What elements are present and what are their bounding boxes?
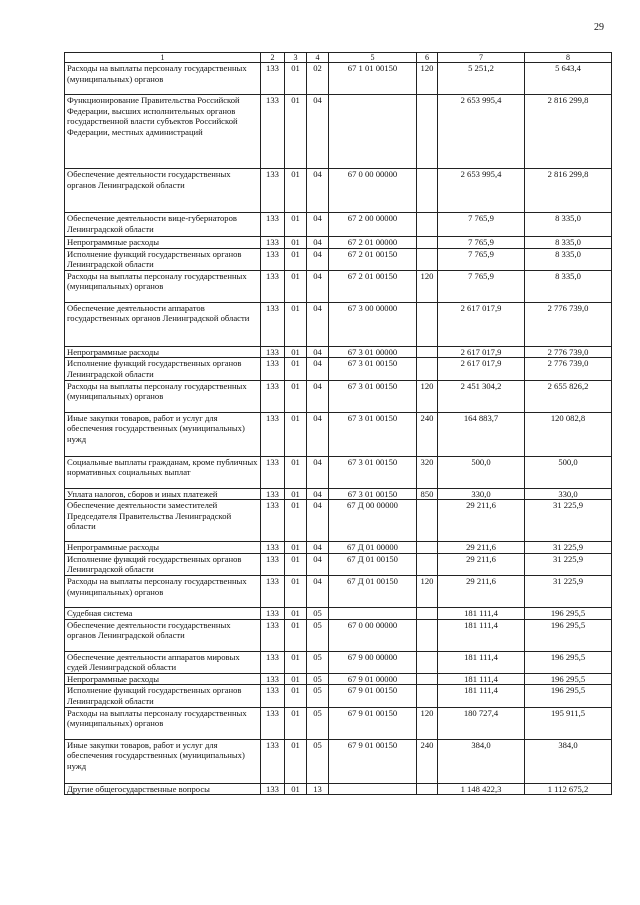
- cell-c2: 133: [261, 707, 285, 739]
- cell-c7: 5 251,2: [438, 63, 525, 95]
- cell-c6: [417, 542, 438, 554]
- cell-c4: 04: [307, 358, 329, 380]
- cell-c8: 31 225,9: [525, 553, 612, 575]
- cell-c6: 120: [417, 707, 438, 739]
- cell-c4: 04: [307, 237, 329, 249]
- cell-c4: 04: [307, 553, 329, 575]
- row-name-cell: Другие общегосударственные вопросы: [65, 783, 261, 795]
- table-row: [65, 456, 612, 488]
- cell-c6: [417, 169, 438, 213]
- table-row: [65, 575, 612, 607]
- cell-c8: 1 112 675,2: [525, 783, 612, 795]
- cell-c8: 196 295,5: [525, 619, 612, 651]
- cell-c8: 31 225,9: [525, 542, 612, 554]
- cell-c4: 04: [307, 95, 329, 169]
- cell-c6: 120: [417, 575, 438, 607]
- cell-c6: [417, 673, 438, 685]
- cell-c8: 2 776 739,0: [525, 346, 612, 358]
- cell-c8: 8 335,0: [525, 237, 612, 249]
- cell-c2: 133: [261, 500, 285, 542]
- cell-c5: 67 Д 01 00150: [329, 553, 417, 575]
- cell-c2: 133: [261, 213, 285, 237]
- table-row: [65, 237, 612, 249]
- cell-c3: 01: [285, 213, 307, 237]
- cell-c2: 133: [261, 685, 285, 707]
- cell-c6: 850: [417, 488, 438, 500]
- cell-c4: 05: [307, 685, 329, 707]
- cell-c7: 29 211,6: [438, 542, 525, 554]
- cell-c2: 133: [261, 412, 285, 456]
- row-name-cell: Расходы на выплаты персоналу государственных (муниципальных) органов: [65, 707, 261, 739]
- cell-c7: 384,0: [438, 739, 525, 783]
- table-body: [65, 63, 612, 795]
- cell-c8: 384,0: [525, 739, 612, 783]
- cell-c4: 04: [307, 248, 329, 270]
- cell-c7: 7 765,9: [438, 270, 525, 302]
- cell-c5: 67 0 00 00000: [329, 169, 417, 213]
- cell-c6: [417, 346, 438, 358]
- row-name-cell: Непрограммные расходы: [65, 542, 261, 554]
- cell-c6: [417, 553, 438, 575]
- cell-c3: 01: [285, 346, 307, 358]
- cell-c8: 8 335,0: [525, 213, 612, 237]
- cell-c7: 2 653 995,4: [438, 95, 525, 169]
- row-name-cell: Обеспечение деятельности вице-губернаторов Ленинградской области: [65, 213, 261, 237]
- table-row: [65, 169, 612, 213]
- cell-c2: 133: [261, 237, 285, 249]
- cell-c8: 8 335,0: [525, 270, 612, 302]
- table-row: [65, 707, 612, 739]
- cell-c3: 01: [285, 488, 307, 500]
- table-row: [65, 651, 612, 673]
- cell-c2: 133: [261, 169, 285, 213]
- cell-c2: 133: [261, 358, 285, 380]
- row-name-cell: Непрограммные расходы: [65, 673, 261, 685]
- cell-c3: 01: [285, 248, 307, 270]
- row-name-cell: Обеспечение деятельности заместителей Председателя Правительства Ленинградской области: [65, 500, 261, 542]
- row-name-cell: Исполнение функций государственных органов Ленинградской области: [65, 358, 261, 380]
- cell-c6: [417, 95, 438, 169]
- table-row: [65, 488, 612, 500]
- column-header: 8: [525, 53, 612, 63]
- cell-c8: 196 295,5: [525, 685, 612, 707]
- cell-c7: 7 765,9: [438, 237, 525, 249]
- cell-c6: [417, 651, 438, 673]
- cell-c6: 240: [417, 412, 438, 456]
- cell-c5: 67 3 01 00150: [329, 380, 417, 412]
- table-row: [65, 270, 612, 302]
- table-row: [65, 358, 612, 380]
- table-row: [65, 302, 612, 346]
- cell-c6: 320: [417, 456, 438, 488]
- cell-c4: 04: [307, 380, 329, 412]
- cell-c7: 2 617 017,9: [438, 302, 525, 346]
- row-name-cell: Обеспечение деятельности аппаратов мировых судей Ленинградской области: [65, 651, 261, 673]
- cell-c8: 196 295,5: [525, 651, 612, 673]
- row-name-cell: Обеспечение деятельности государственных органов Ленинградской области: [65, 169, 261, 213]
- cell-c8: 330,0: [525, 488, 612, 500]
- column-header: 5: [329, 53, 417, 63]
- table-row: [65, 63, 612, 95]
- cell-c2: 133: [261, 607, 285, 619]
- cell-c7: 330,0: [438, 488, 525, 500]
- cell-c3: 01: [285, 302, 307, 346]
- table-row: [65, 412, 612, 456]
- cell-c3: 01: [285, 95, 307, 169]
- cell-c2: 133: [261, 302, 285, 346]
- cell-c4: 02: [307, 63, 329, 95]
- cell-c2: 133: [261, 248, 285, 270]
- cell-c5: [329, 783, 417, 795]
- cell-c3: 01: [285, 63, 307, 95]
- row-name-cell: Непрограммные расходы: [65, 237, 261, 249]
- cell-c5: [329, 95, 417, 169]
- cell-c8: 8 335,0: [525, 248, 612, 270]
- cell-c3: 01: [285, 783, 307, 795]
- cell-c2: 133: [261, 63, 285, 95]
- table-row: [65, 673, 612, 685]
- cell-c8: 2 816 299,8: [525, 95, 612, 169]
- table-row: [65, 542, 612, 554]
- cell-c2: 133: [261, 673, 285, 685]
- cell-c2: 133: [261, 488, 285, 500]
- cell-c2: 133: [261, 783, 285, 795]
- row-name-cell: Социальные выплаты гражданам, кроме публичных нормативных социальных выплат: [65, 456, 261, 488]
- row-name-cell: Обеспечение деятельности аппаратов государственных органов Ленинградской области: [65, 302, 261, 346]
- cell-c7: 500,0: [438, 456, 525, 488]
- cell-c2: 133: [261, 739, 285, 783]
- column-header: 6: [417, 53, 438, 63]
- cell-c2: 133: [261, 553, 285, 575]
- cell-c5: 67 1 01 00150: [329, 63, 417, 95]
- column-header: 4: [307, 53, 329, 63]
- cell-c5: 67 9 01 00150: [329, 685, 417, 707]
- cell-c6: [417, 237, 438, 249]
- cell-c4: 05: [307, 619, 329, 651]
- cell-c6: [417, 607, 438, 619]
- cell-c2: 133: [261, 542, 285, 554]
- cell-c8: 196 295,5: [525, 673, 612, 685]
- cell-c7: 29 211,6: [438, 575, 525, 607]
- cell-c8: 2 816 299,8: [525, 169, 612, 213]
- cell-c5: 67 2 01 00150: [329, 248, 417, 270]
- cell-c4: 04: [307, 213, 329, 237]
- table-row: [65, 607, 612, 619]
- cell-c7: 180 727,4: [438, 707, 525, 739]
- cell-c2: 133: [261, 95, 285, 169]
- cell-c3: 01: [285, 575, 307, 607]
- row-name-cell: Расходы на выплаты персоналу государственных (муниципальных) органов: [65, 63, 261, 95]
- cell-c2: 133: [261, 346, 285, 358]
- cell-c4: 05: [307, 651, 329, 673]
- cell-c5: 67 9 00 00000: [329, 651, 417, 673]
- cell-c3: 01: [285, 456, 307, 488]
- cell-c5: 67 3 00 00000: [329, 302, 417, 346]
- cell-c6: [417, 500, 438, 542]
- cell-c5: 67 2 01 00150: [329, 270, 417, 302]
- table-row: [65, 380, 612, 412]
- cell-c4: 04: [307, 456, 329, 488]
- table-header-row: [65, 53, 612, 63]
- cell-c3: 01: [285, 380, 307, 412]
- cell-c7: 7 765,9: [438, 248, 525, 270]
- cell-c5: 67 3 01 00150: [329, 358, 417, 380]
- cell-c4: 05: [307, 607, 329, 619]
- cell-c6: [417, 783, 438, 795]
- row-name-cell: Уплата налогов, сборов и иных платежей: [65, 488, 261, 500]
- row-name-cell: Исполнение функций государственных органов Ленинградской области: [65, 553, 261, 575]
- cell-c8: 196 295,5: [525, 607, 612, 619]
- cell-c4: 04: [307, 412, 329, 456]
- cell-c4: 04: [307, 575, 329, 607]
- row-name-cell: Непрограммные расходы: [65, 346, 261, 358]
- cell-c6: [417, 685, 438, 707]
- cell-c7: 181 111,4: [438, 673, 525, 685]
- cell-c5: 67 3 01 00150: [329, 412, 417, 456]
- cell-c4: 04: [307, 270, 329, 302]
- cell-c4: 05: [307, 739, 329, 783]
- cell-c4: 04: [307, 302, 329, 346]
- cell-c7: 181 111,4: [438, 619, 525, 651]
- table-row: [65, 739, 612, 783]
- cell-c5: 67 Д 00 00000: [329, 500, 417, 542]
- cell-c3: 01: [285, 739, 307, 783]
- cell-c5: 67 9 01 00150: [329, 739, 417, 783]
- cell-c2: 133: [261, 619, 285, 651]
- cell-c7: 181 111,4: [438, 607, 525, 619]
- row-name-cell: Исполнение функций государственных органов Ленинградской области: [65, 685, 261, 707]
- cell-c3: 01: [285, 619, 307, 651]
- row-name-cell: Функционирование Правительства Российской Федерации, высших исполнительных органов государственной власти субъектов Российской Федерации, местных администраций: [65, 95, 261, 169]
- cell-c8: 5 643,4: [525, 63, 612, 95]
- cell-c3: 01: [285, 607, 307, 619]
- row-name-cell: Расходы на выплаты персоналу государственных (муниципальных) органов: [65, 575, 261, 607]
- cell-c8: 2 776 739,0: [525, 302, 612, 346]
- cell-c4: 05: [307, 707, 329, 739]
- cell-c6: [417, 248, 438, 270]
- row-name-cell: Обеспечение деятельности государственных органов Ленинградской области: [65, 619, 261, 651]
- cell-c5: 67 Д 01 00000: [329, 542, 417, 554]
- column-header: 7: [438, 53, 525, 63]
- row-name-cell: Исполнение функций государственных органов Ленинградской области: [65, 248, 261, 270]
- table-row: [65, 553, 612, 575]
- cell-c7: 7 765,9: [438, 213, 525, 237]
- cell-c6: 120: [417, 270, 438, 302]
- cell-c4: 13: [307, 783, 329, 795]
- cell-c8: 2 655 826,2: [525, 380, 612, 412]
- cell-c6: [417, 358, 438, 380]
- cell-c7: 29 211,6: [438, 553, 525, 575]
- cell-c5: 67 3 01 00150: [329, 488, 417, 500]
- cell-c3: 01: [285, 270, 307, 302]
- cell-c6: 120: [417, 380, 438, 412]
- table-row: [65, 95, 612, 169]
- cell-c6: 240: [417, 739, 438, 783]
- cell-c8: 120 082,8: [525, 412, 612, 456]
- row-name-cell: Иные закупки товаров, работ и услуг для обеспечения государственных (муниципальных) нужд: [65, 739, 261, 783]
- cell-c3: 01: [285, 169, 307, 213]
- cell-c4: 04: [307, 346, 329, 358]
- cell-c5: 67 Д 01 00150: [329, 575, 417, 607]
- cell-c5: 67 0 00 00000: [329, 619, 417, 651]
- cell-c6: [417, 213, 438, 237]
- cell-c8: 2 776 739,0: [525, 358, 612, 380]
- cell-c5: 67 9 01 00000: [329, 673, 417, 685]
- cell-c8: 31 225,9: [525, 575, 612, 607]
- cell-c5: [329, 607, 417, 619]
- cell-c7: 1 148 422,3: [438, 783, 525, 795]
- table-row: [65, 213, 612, 237]
- table-row: [65, 783, 612, 795]
- cell-c7: 2 653 995,4: [438, 169, 525, 213]
- table-row: [65, 248, 612, 270]
- cell-c5: 67 2 01 00000: [329, 237, 417, 249]
- cell-c2: 133: [261, 575, 285, 607]
- table-row: [65, 619, 612, 651]
- cell-c4: 04: [307, 542, 329, 554]
- cell-c2: 133: [261, 380, 285, 412]
- row-name-cell: Расходы на выплаты персоналу государственных (муниципальных) органов: [65, 380, 261, 412]
- column-header: 3: [285, 53, 307, 63]
- cell-c2: 133: [261, 651, 285, 673]
- row-name-cell: Судебная система: [65, 607, 261, 619]
- budget-table: [64, 52, 612, 795]
- cell-c7: 2 617 017,9: [438, 346, 525, 358]
- cell-c3: 01: [285, 412, 307, 456]
- cell-c4: 04: [307, 500, 329, 542]
- cell-c5: 67 3 01 00000: [329, 346, 417, 358]
- page-number: 29: [594, 22, 604, 33]
- cell-c3: 01: [285, 500, 307, 542]
- cell-c5: 67 2 00 00000: [329, 213, 417, 237]
- cell-c2: 133: [261, 456, 285, 488]
- cell-c8: 195 911,5: [525, 707, 612, 739]
- cell-c3: 01: [285, 553, 307, 575]
- column-header: 1: [65, 53, 261, 63]
- cell-c8: 31 225,9: [525, 500, 612, 542]
- cell-c6: [417, 302, 438, 346]
- cell-c7: 164 883,7: [438, 412, 525, 456]
- cell-c2: 133: [261, 270, 285, 302]
- cell-c7: 181 111,4: [438, 685, 525, 707]
- cell-c7: 2 451 304,2: [438, 380, 525, 412]
- table-row: [65, 685, 612, 707]
- cell-c4: 05: [307, 673, 329, 685]
- cell-c4: 04: [307, 488, 329, 500]
- cell-c6: 120: [417, 63, 438, 95]
- row-name-cell: Иные закупки товаров, работ и услуг для обеспечения государственных (муниципальных) нужд: [65, 412, 261, 456]
- cell-c3: 01: [285, 237, 307, 249]
- cell-c3: 01: [285, 651, 307, 673]
- cell-c7: 29 211,6: [438, 500, 525, 542]
- cell-c3: 01: [285, 542, 307, 554]
- cell-c7: 181 111,4: [438, 651, 525, 673]
- cell-c8: 500,0: [525, 456, 612, 488]
- table-row: [65, 500, 612, 542]
- cell-c3: 01: [285, 685, 307, 707]
- cell-c3: 01: [285, 707, 307, 739]
- row-name-cell: Расходы на выплаты персоналу государственных (муниципальных) органов: [65, 270, 261, 302]
- cell-c7: 2 617 017,9: [438, 358, 525, 380]
- cell-c3: 01: [285, 358, 307, 380]
- column-header: 2: [261, 53, 285, 63]
- table-row: [65, 346, 612, 358]
- cell-c5: 67 3 01 00150: [329, 456, 417, 488]
- cell-c3: 01: [285, 673, 307, 685]
- cell-c4: 04: [307, 169, 329, 213]
- cell-c5: 67 9 01 00150: [329, 707, 417, 739]
- cell-c6: [417, 619, 438, 651]
